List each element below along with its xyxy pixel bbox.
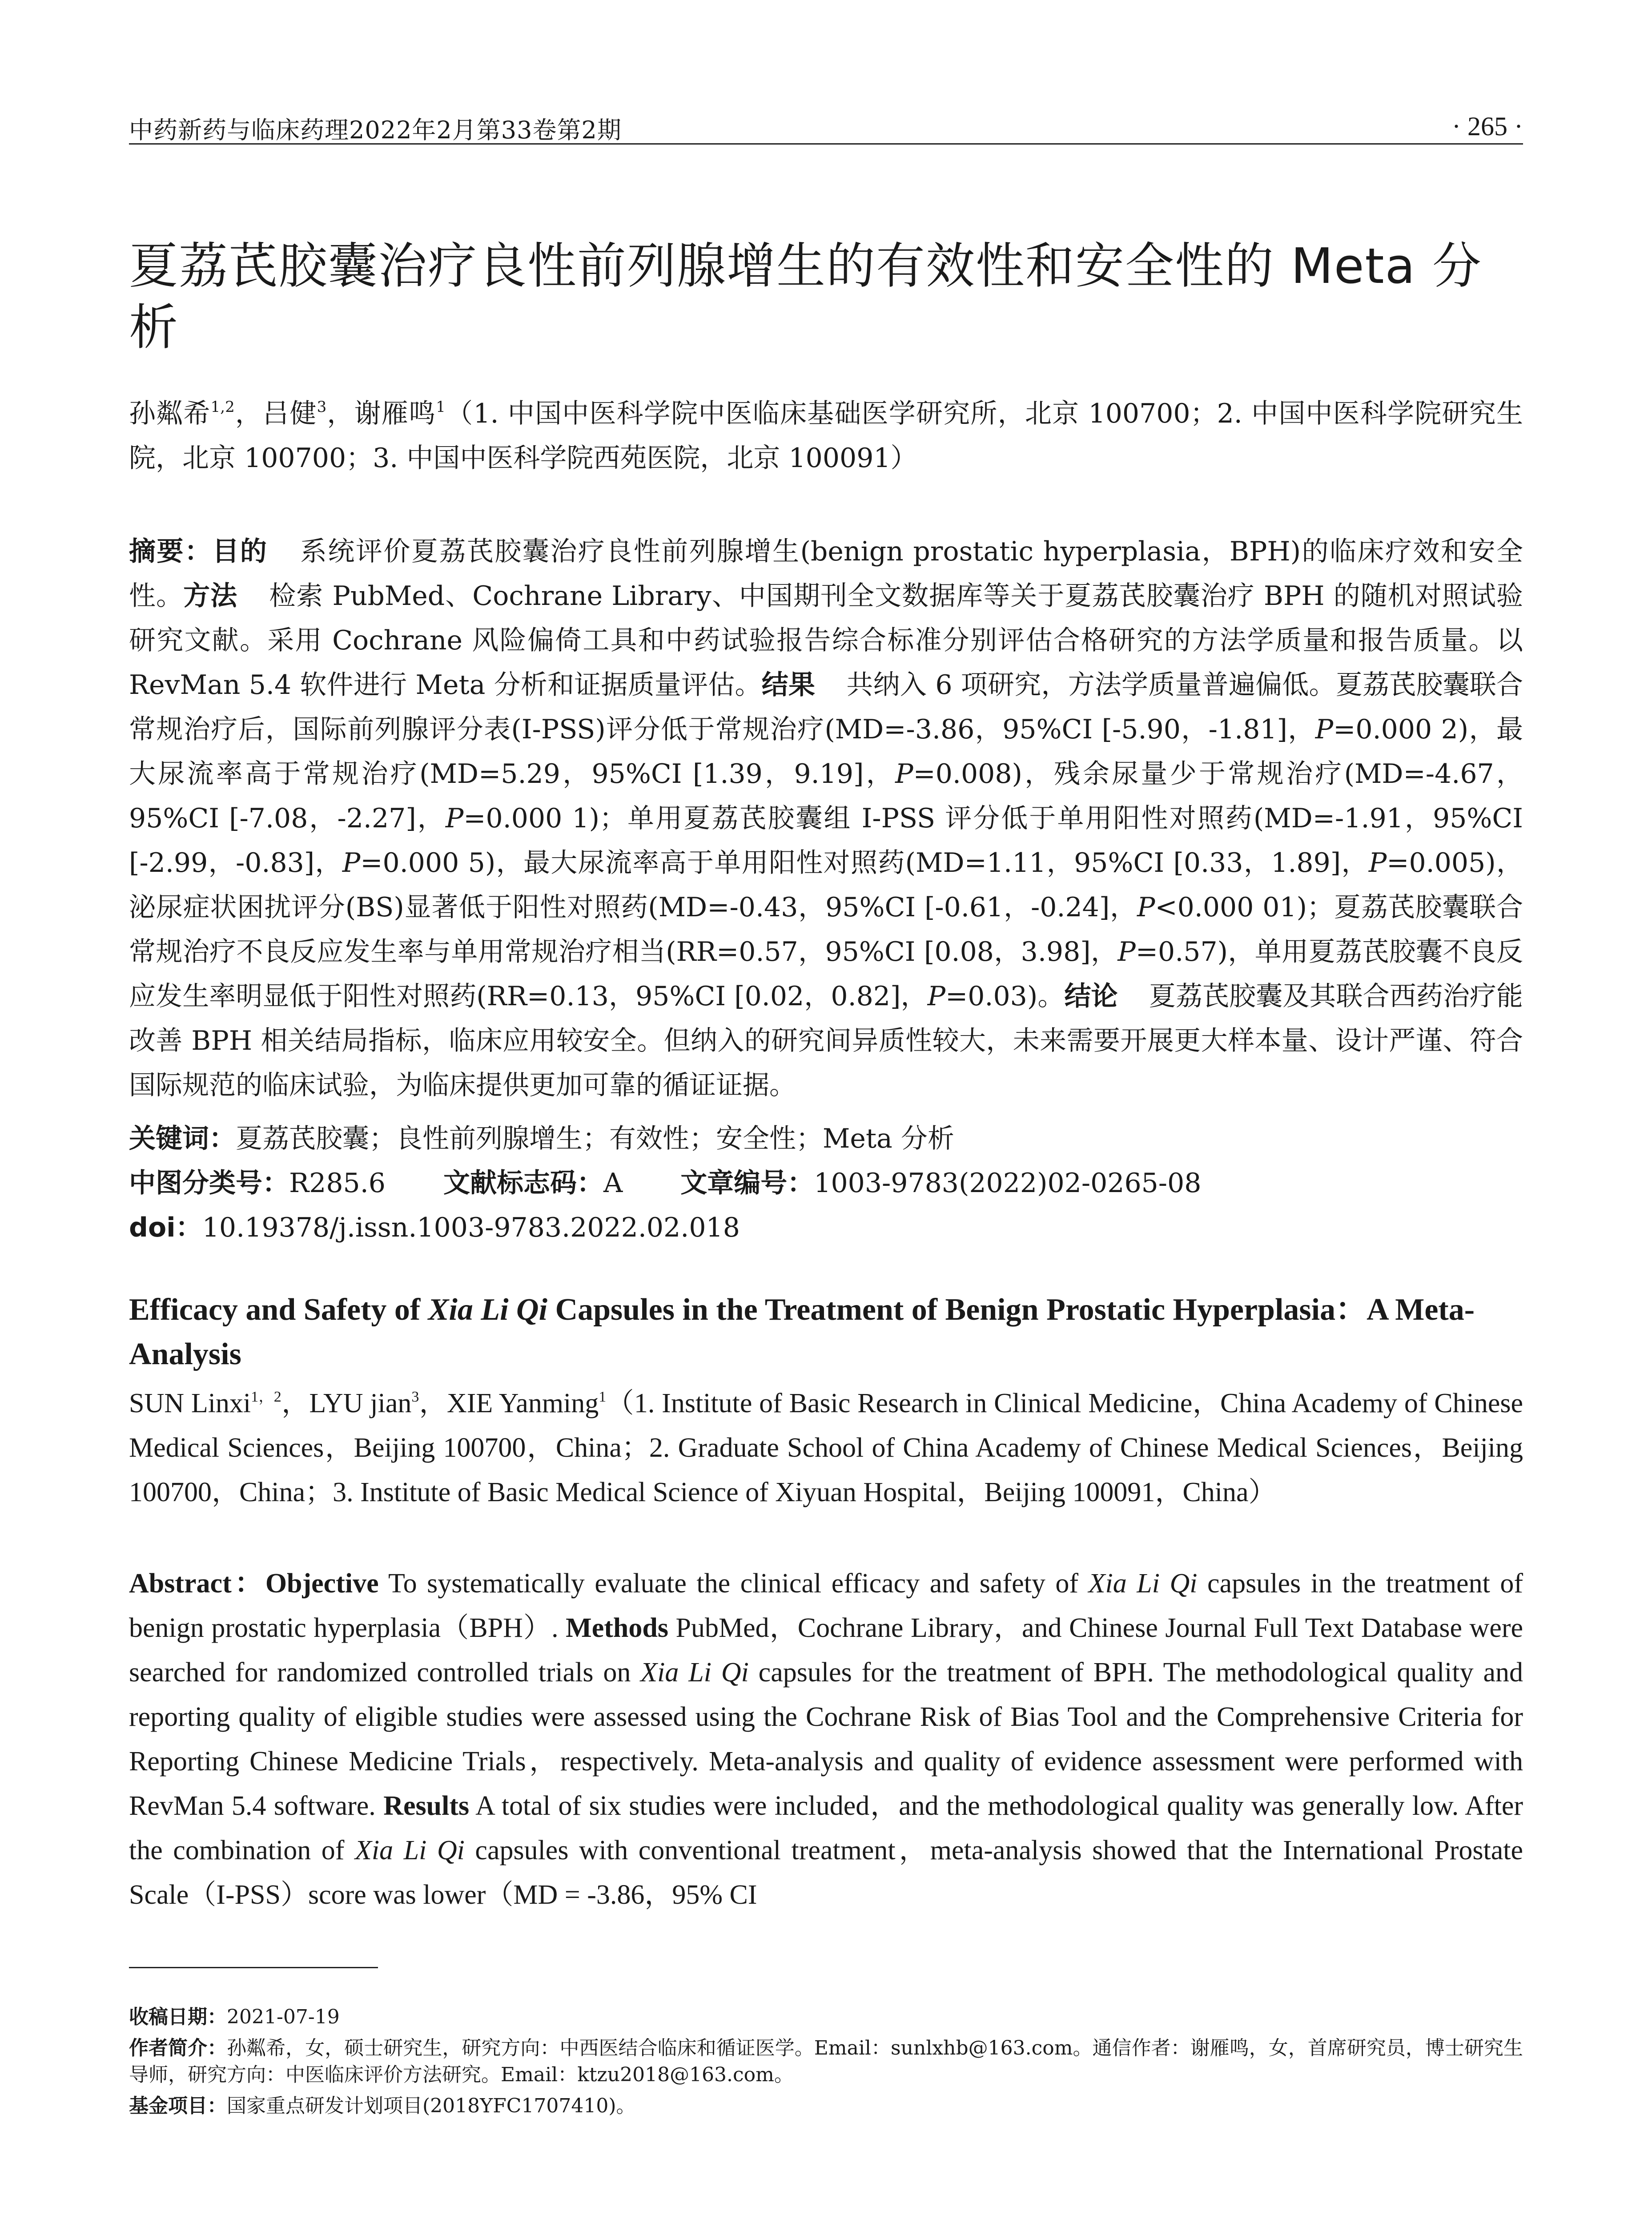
objective-label-cn: 目的 [212,536,268,567]
author-en-2-sup: 3 [411,1389,419,1405]
results-cn-6: =0.005)，泌尿症状困扰评分(BS)显著低于阳性对照药(MD=-0.43，95%CI [-0.61，-0.24]， [129,847,1523,923]
xlq-italic: Xia Li Qi [354,1835,465,1865]
footnote-fund [129,2093,1523,2119]
author-en-1: SUN Linxi [129,1388,251,1418]
author-en-1-sup: 1，2 [251,1389,281,1405]
keywords-text: 夏荔芪胶囊；良性前列腺增生；有效性；安全性；Meta 分析 [236,1123,954,1154]
methods-label-en: Methods [566,1613,668,1643]
journal-header: 中药新药与临床药理2022年2月第33卷第2期 [129,116,622,144]
doi-label: doi： [129,1212,202,1243]
authors-cn: 孙粼希$^{1,2}$，吕健$^3$，谢雁鸣$^1$（1. 中国中医科学院中医临床基础医学研究所，北京 100700；2. 中国中医科学院研究生院，北京 100700；3. 中国中医科学院西苑医院，北京 100091） [129,398,1523,474]
keywords-label: 关键词： [129,1123,236,1154]
page-number: · 265 · [1452,112,1523,141]
results-cn-5: =0.000 5)，最大尿流率高于单用阳性对照药(MD=1.11，95%CI [0.33，1.89]， [360,847,1369,878]
received-label: 收稿日期： [129,2006,227,2028]
author-1-sup: 1,2 [210,398,235,416]
paper-title-en [129,1288,1523,1377]
affiliations-en: （1. Institute of Basic Research in Clinical Medicine，China Academy of Chinese Medical Sciences，Beijing 100700，China；2. Graduate School of China Academy of Chinese Medical Sciences，Beijing 100700，China；3. Institute of Basic Medical Science of Xiyuan Hospital，Beijing 100091，China） [129,1388,1523,1507]
p-label: P [1137,892,1155,923]
conclusion-label-cn: 结论 [1064,981,1118,1012]
results-label-cn: 结果 [761,669,816,701]
xlq-italic: Xia Li Qi [640,1657,749,1688]
abstract-label-en: Abstract： [129,1568,265,1599]
results-cn-2: =0.000 2)，最大尿流率高于常规治疗(MD=5.29，95%CI [1.39，9.19]， [129,714,1523,790]
p-label: P [445,803,464,834]
methods-en-1: PubMed，Cochrane Library，and Chinese Journal Full Text Database were searched for randomized controlled trials on [129,1613,1523,1688]
objective-en-1: To systematically evaluate the clinical efficacy and safety of [388,1568,1089,1599]
conclusion-cn: 夏荔芪胶囊及其联合西药治疗能改善 BPH 相关结局指标，临床应用较安全。但纳入的研究间异质性较大，未来需要开展更大样本量、设计严谨、符合国际规范的临床试验，为临床提供更加可靠的循证证据。 [129,981,1523,1101]
objective-label-en: Objective [265,1568,379,1599]
authors-en [129,1381,1523,1515]
article-number-value: 1003-9783(2022)02-0265-08 [814,1168,1202,1199]
results-cn-8: =0.57)，单用夏荔芪胶囊不良反应发生率明显低于阳性对照药(RR=0.13，95%CI [0.02，0.82]， [129,936,1523,1012]
author-3: 谢雁鸣 [354,398,436,429]
results-en-2: capsules with conventional treatment，meta-analysis showed that the International Prostate Scale（I-PSS）score was lower（MD = -3.86，95% CI [129,1835,1523,1910]
doi-line [129,1205,1523,1250]
objective-cn: 系统评价夏荔芪胶囊治疗良性前列腺增生(benign prostatic hyperplasia，BPH)的临床疗效和安全性。 [129,536,1523,612]
abstract-cn [129,529,1523,1108]
doc-code-value: A [603,1168,623,1199]
author-note: 孙粼希，女，硕士研究生，研究方向：中西医结合临床和循证医学。Email：sunlxhb@163.com。通信作者：谢雁鸣，女，首席研究员，博士研究生导师，研究方向：中医临床评价方法研究。Email：ktzu2018@163.com。 [129,2037,1523,2086]
results-cn-4: =0.000 1)；单用夏荔芪胶囊组 I-PSS 评分低于单用阳性对照药(MD=-1.91，95%CI [-2.99，-0.83]， [129,803,1523,878]
author-2: 吕健 [262,398,317,429]
results-en-1: A total of six studies were included，and the methodological quality was generally low. After the combination of [129,1791,1523,1865]
doi-value: 10.19378/j.issn.1003-9783.2022.02.018 [202,1212,740,1243]
doc-code-label: 文献标志码： [443,1168,603,1199]
affiliations-cn: （1. 中国中医科学院中医临床基础医学研究所，北京 100700；2. 中国中医科学院研究生院，北京 100700；3. 中国中医科学院西苑医院，北京 100091） [129,398,1523,474]
header-rule [129,143,1523,145]
p-label: P [895,758,913,790]
keywords-cn [129,1116,1523,1161]
methods-en-2: capsules for the treatment of BPH. The methodological quality and reporting quality of eligible studies were assessed using the Cochrane Risk of Bias Tool and the Comprehensive Criteria for Reporting Chinese Medicine Trials，respectively. Meta-analysis and quality of evidence assessment were performed with RevMan 5.4 software. [129,1657,1523,1821]
results-cn-3: =0.008)，残余尿量少于常规治疗(MD=-4.67，95%CI [-7.08，-2.27]， [129,758,1523,834]
p-label: P [1117,936,1136,967]
author-en-3-sup: 1 [599,1389,607,1405]
author-3-sup: 1 [436,398,446,416]
results-cn-1: 共纳入 6 项研究，方法学质量普遍偏低。夏荔芪胶囊联合常规治疗后，国际前列腺评分表(I-PSS)评分低于常规治疗(MD=-3.86，95%CI [-5.90，-1.81]， [129,669,1523,745]
clc-value: R285.6 [289,1168,386,1199]
author-1: 孙粼希 [129,398,211,429]
clc-label: 中图分类号： [129,1168,289,1199]
p-label: P [1368,847,1387,878]
methods-cn: 检索 PubMed、Cochrane Library、中国期刊全文数据库等关于夏荔芪胶囊治疗 BPH 的随机对照试验研究文献。采用 Cochrane 风险偏倚工具和中药试验报告综合标准分别评估合格研究的方法学质量和报告质量。以 RevMan 5.4 软件进行 Meta 分析和证据质量评估。 [129,580,1523,701]
article-number-label: 文章编号： [680,1168,814,1199]
fund-label: 基金项目： [129,2095,227,2117]
methods-label-cn: 方法 [183,580,238,612]
objective-en-2: capsules in the treatment of benign prostatic hyperplasia（BPH）. [129,1568,1523,1643]
p-label: P [1315,714,1334,745]
footnote-received [129,2004,1523,2031]
author-note-label: 作者简介： [129,2037,227,2059]
results-cn-9: =0.03)。 [945,981,1065,1012]
xlq-italic: Xia Li Qi [1088,1568,1198,1599]
author-en-3: ，XIE Yanming [419,1388,599,1418]
results-label-en: Results [383,1791,470,1821]
p-label: P [927,981,945,1012]
abstract-label-cn: 摘要： [129,536,213,567]
received-date: 2021-07-19 [227,2006,340,2028]
title-en-part2: Capsules in the Treatment of Benign Prostatic Hyperplasia：A Meta-Analysis [129,1293,1475,1371]
abstract-en [129,1561,1523,1917]
title-en-part1: Efficacy and Safety of [129,1293,428,1327]
footnote-author [129,2035,1523,2088]
classification-line [129,1161,1523,1205]
results-cn-7: <0.000 01)；夏荔芪胶囊联合常规治疗不良反应发生率与单用常规治疗相当(RR=0.57，95%CI [0.08，3.98]， [129,892,1523,967]
footnote-rule [129,1967,378,1968]
p-label: P [342,847,361,878]
author-2-sup: 3 [317,398,327,416]
title-en-italic: Xia Li Qi [428,1293,548,1327]
author-en-2: ，LYU jian [281,1388,412,1418]
fund-text: 国家重点研发计划项目(2018YFC1707410)。 [227,2095,636,2117]
paper-title-cn: 夏荔芪胶囊治疗良性前列腺增生的有效性和安全性的 Meta 分析 [129,238,1483,356]
